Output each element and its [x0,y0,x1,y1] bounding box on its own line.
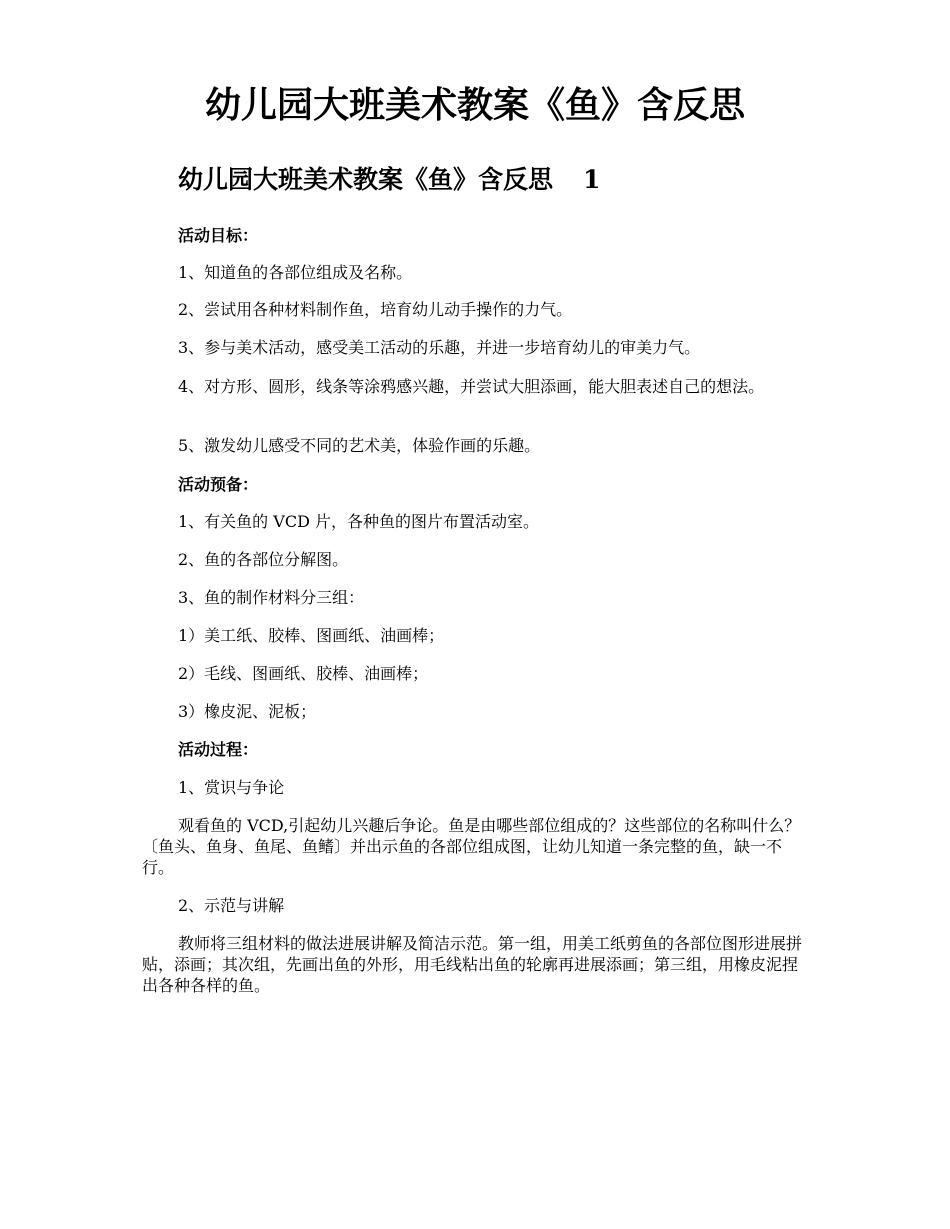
goal-item-3: 3、参与美术活动，感受美工活动的乐趣，并进一步培育幼儿的审美力气。 [178,338,701,357]
prep-subitem-3: 3）橡皮泥、泥板； [178,702,317,721]
section-title [178,160,600,200]
process-step-1-title: 1、赏识与争论 [178,778,285,797]
prep-heading: 活动预备： [178,475,259,494]
goals-heading: 活动目标： [178,226,259,245]
section-title-text: 幼儿园大班美术教案《鱼》含反思 [178,165,554,194]
prep-item-2: 2、鱼的各部位分解图。 [178,550,349,569]
goal-item-4: 4、对方形、圆形，线条等涂鸦感兴趣，并尝试大胆添画，能大胆表述自己的想法。 [178,377,765,396]
prep-item-1: 1、有关鱼的 VCD 片，各种鱼的图片布置活动室。 [178,512,539,531]
goal-item-5: 5、激发幼儿感受不同的艺术美，体验作画的乐趣。 [178,436,541,455]
process-step-2-body: 教师将三组材料的做法进展讲解及简洁示范。第一组，用美工纸剪鱼的各部位图形进展拼贴，添画；其次组，先画出鱼的外形，用毛线粘出鱼的轮廓再进展添画；第三组，用橡皮泥捏出各种各样的鱼。 [142,934,803,995]
prep-item-3: 3、鱼的制作材料分三组： [178,588,365,607]
process-heading: 活动过程： [178,740,259,759]
goal-item-2: 2、尝试用各种材料制作鱼，培育幼儿动手操作的力气。 [178,300,573,319]
section-number: 1 [583,165,601,194]
process-step-2-title: 2、示范与讲解 [178,896,285,915]
goal-item-1: 1、知道鱼的各部位组成及名称。 [178,263,413,282]
prep-subitem-1: 1）美工纸、胶棒、图画纸、油画棒； [178,626,445,645]
document-title: 幼儿园大班美术教案《鱼》含反思 [204,84,745,126]
prep-subitem-2: 2）毛线、图画纸、胶棒、油画棒； [178,664,429,683]
process-step-1-body: 观看鱼的 VCD,引起幼儿兴趣后争论。鱼是由哪些部位组成的？这些部位的名称叫什么？〔鱼头、鱼身、鱼尾、鱼鳍〕并出示鱼的各部位组成图，让幼儿知道一条完整的鱼，缺一不行。 [142,816,801,877]
